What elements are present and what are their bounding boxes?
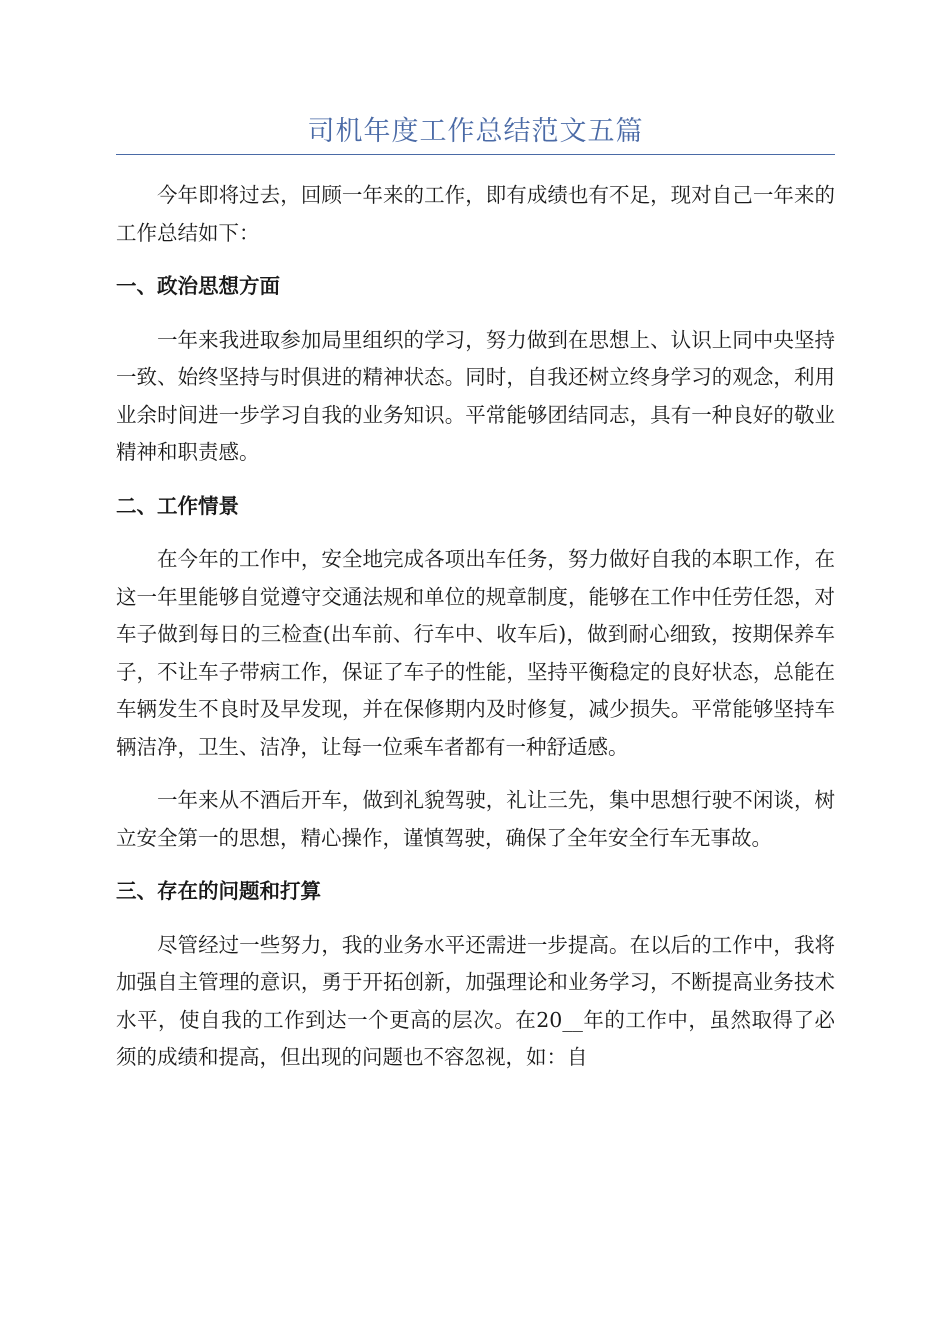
intro-paragraph: 今年即将过去，回顾一年来的工作，即有成绩也有不足，现对自己一年来的工作总结如下： <box>116 183 835 245</box>
page-title: 司机年度工作总结范文五篇 <box>307 116 644 147</box>
section-paragraph: 一年来从不酒后开车，做到礼貌驾驶，礼让三先，集中思想行驶不闲谈，树立安全第一的思想，精心操作，谨慎驾驶，确保了全年安全行车无事故。 <box>116 788 835 850</box>
section-paragraph: 尽管经过一些努力，我的业务水平还需进一步提高。在以后的工作中，我将加强自主管理的意识，勇于开拓创新，加强理论和业务学习，不断提高业务技术水平，使自我的工作到达一个更高的层次。在20__年的工作中，虽然取得了必须的成绩和提高，但出现的问题也不容忽视，如：自 <box>116 932 835 1069</box>
title-underline <box>116 154 835 155</box>
section-heading-politics: 一、政治思想方面 <box>116 274 280 298</box>
section-paragraph: 在今年的工作中，安全地完成各项出车任务，努力做好自我的本职工作，在这一年里能够自觉遵守交通法规和单位的规章制度，能够在工作中任劳任怨，对车子做到每日的三检查(出车前、行车中、收车后)，做到耐心细致，按期保养车子，不让车子带病工作，保证了车子的性能，坚持平衡稳定的良好状态，总能在车辆发生不良时及早发现，并在保修期内及时修复，减少损失。平常能够坚持车辆洁净，卫生、洁净，让每一位乘车者都有一种舒适感。 <box>116 547 835 759</box>
section-heading-work: 二、工作情景 <box>116 493 239 518</box>
section-paragraph: 一年来我进取参加局里组织的学习，努力做到在思想上、认识上同中央坚持一致、始终坚持与时俱进的精神状态。同时，自我还树立终身学习的观念，利用业余时间进一步学习自我的业务知识。平常能够团结同志，具有一种良好的敬业精神和职责感。 <box>116 327 835 464</box>
document-page <box>116 112 835 1093</box>
section-heading-problems: 三、存在的问题和打算 <box>116 879 321 903</box>
